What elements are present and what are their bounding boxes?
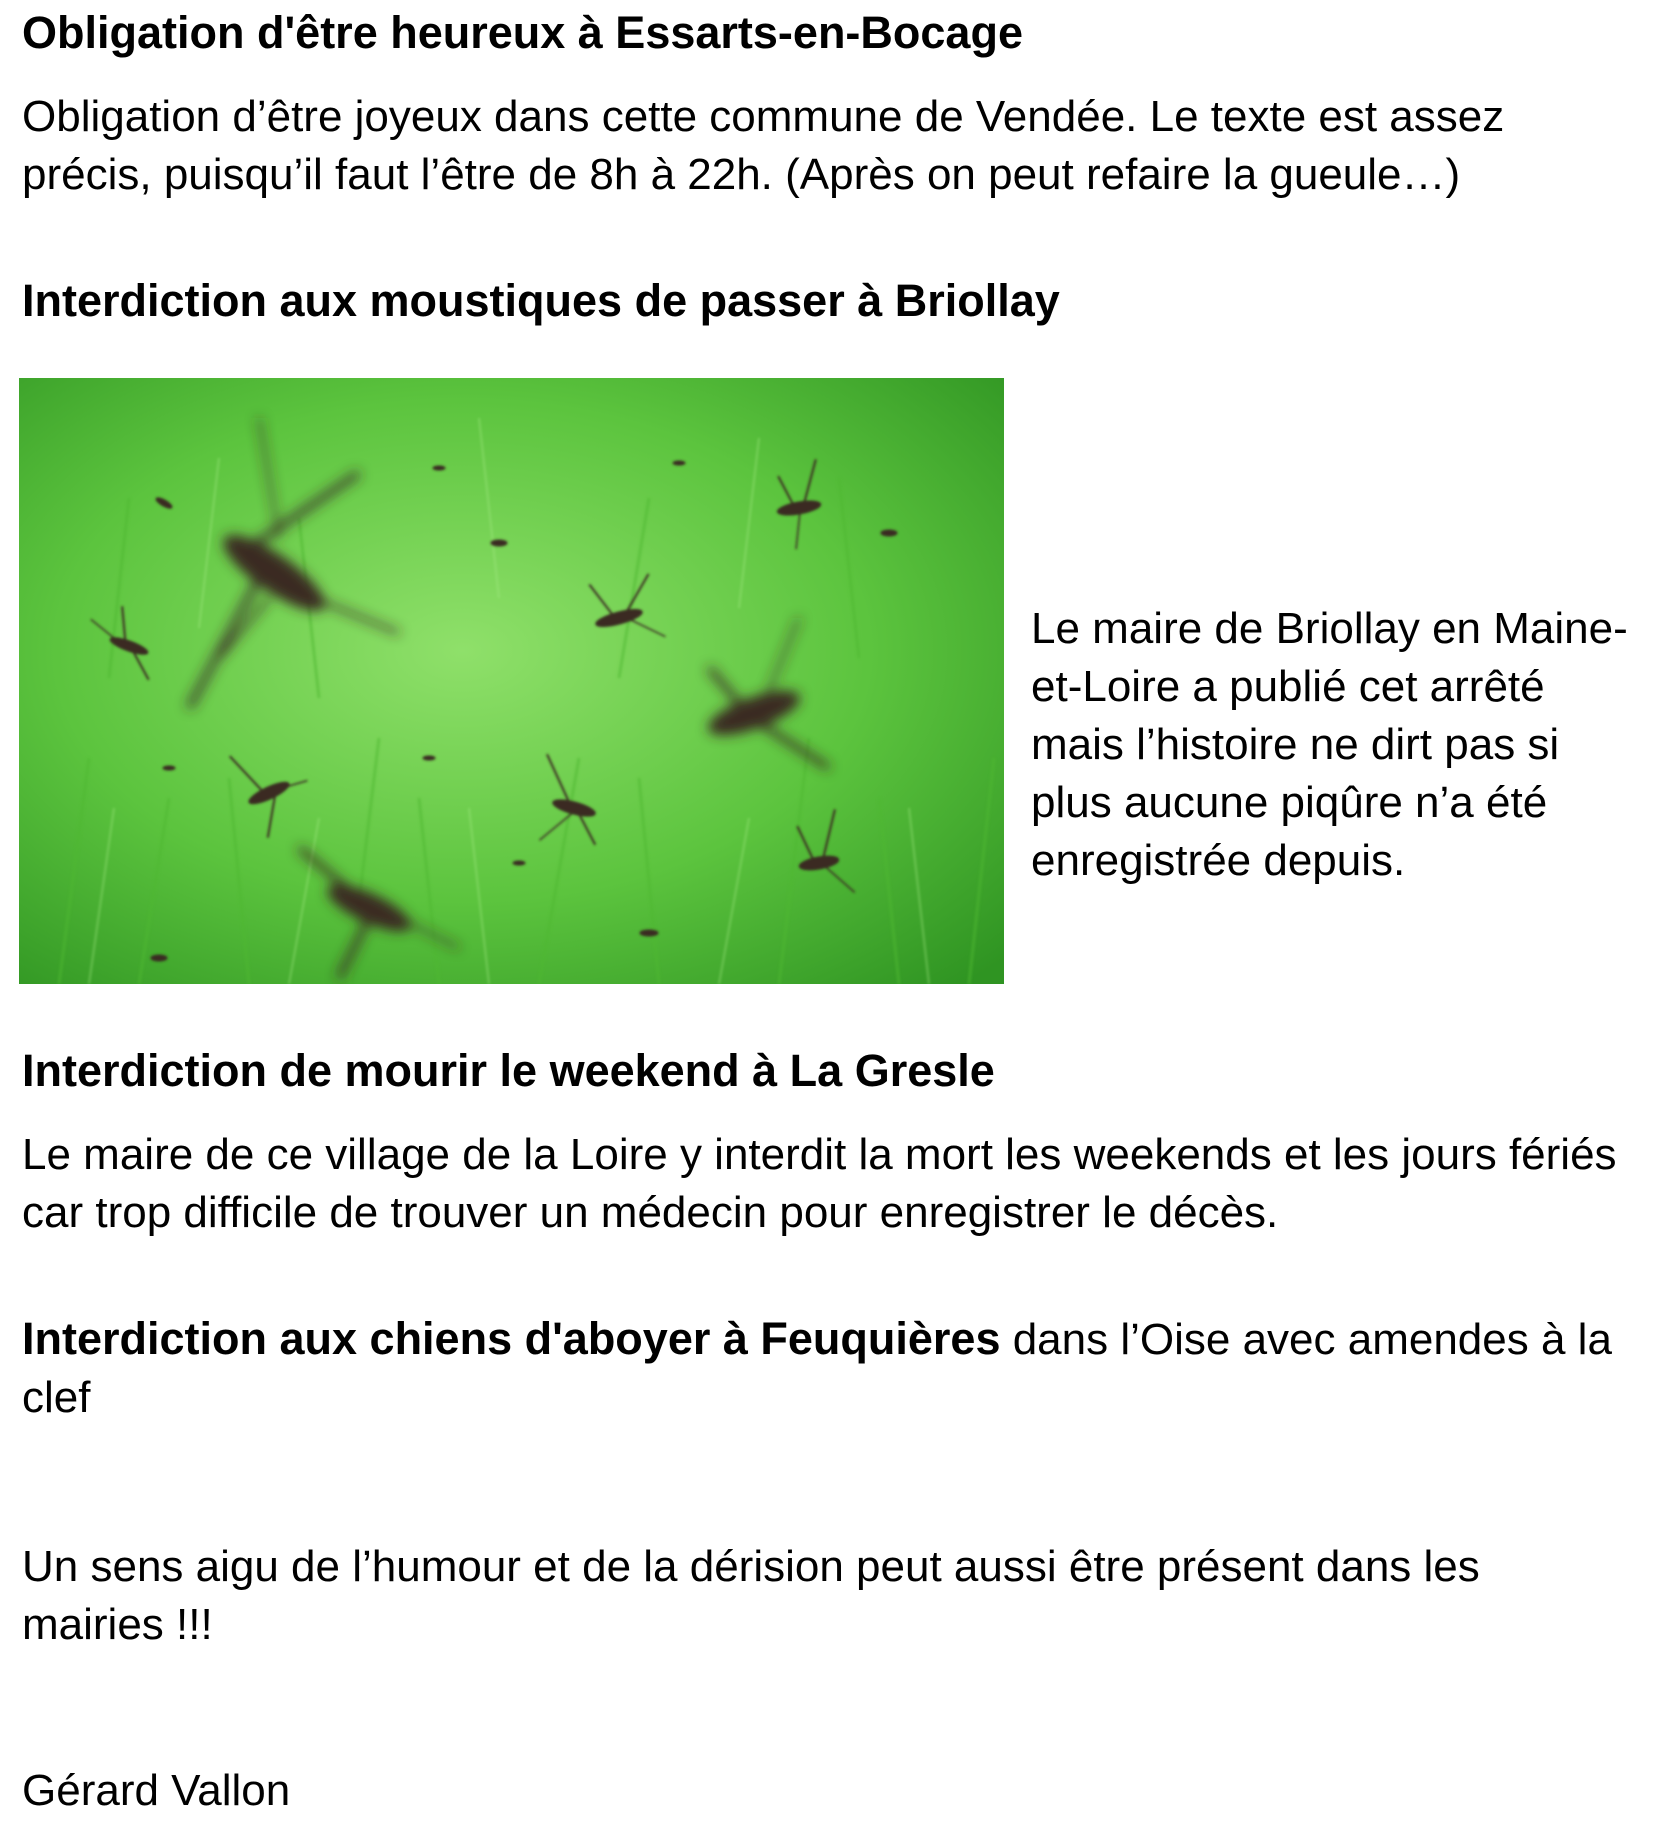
mosquitoes-photo [19,378,1004,984]
paragraph-feuquieres [22,1310,1637,1427]
heading-feuquieres: Interdiction aux chiens d'aboyer à Feuquières [22,1313,1001,1364]
paragraph-essarts: Obligation d’être joyeux dans cette commune de Vendée. Le texte est assez précis, puisqu’il faut l’être de 8h à 22h. (Après on peut refaire la gueule…) [22,92,1505,199]
paragraph-la-gresle: Le maire de ce village de la Loire y interdit la mort les weekends et les jours fériés car trop difficile de trouver un médecin pour enregistrer le décès. [22,1130,1617,1237]
signature: Gérard Vallon [22,1766,291,1815]
heading-essarts: Obligation d'être heureux à Essarts-en-Bocage [22,7,1023,58]
paragraph-briollay: Le maire de Briollay en Maine-et-Loire a publié cet arrêté mais l’histoire ne dirt pas si plus aucune piqûre n’a été enregistrée depuis. [1031,604,1628,885]
heading-briollay: Interdiction aux moustiques de passer à Briollay [22,275,1060,326]
heading-la-gresle: Interdiction de mourir le weekend à La Gresle [22,1045,995,1096]
closing-paragraph: Un sens aigu de l’humour et de la dérision peut aussi être présent dans les mairies !!! [22,1542,1480,1649]
feuquieres-text: dans l’Oise avec amendes à la clef [22,1315,1612,1422]
